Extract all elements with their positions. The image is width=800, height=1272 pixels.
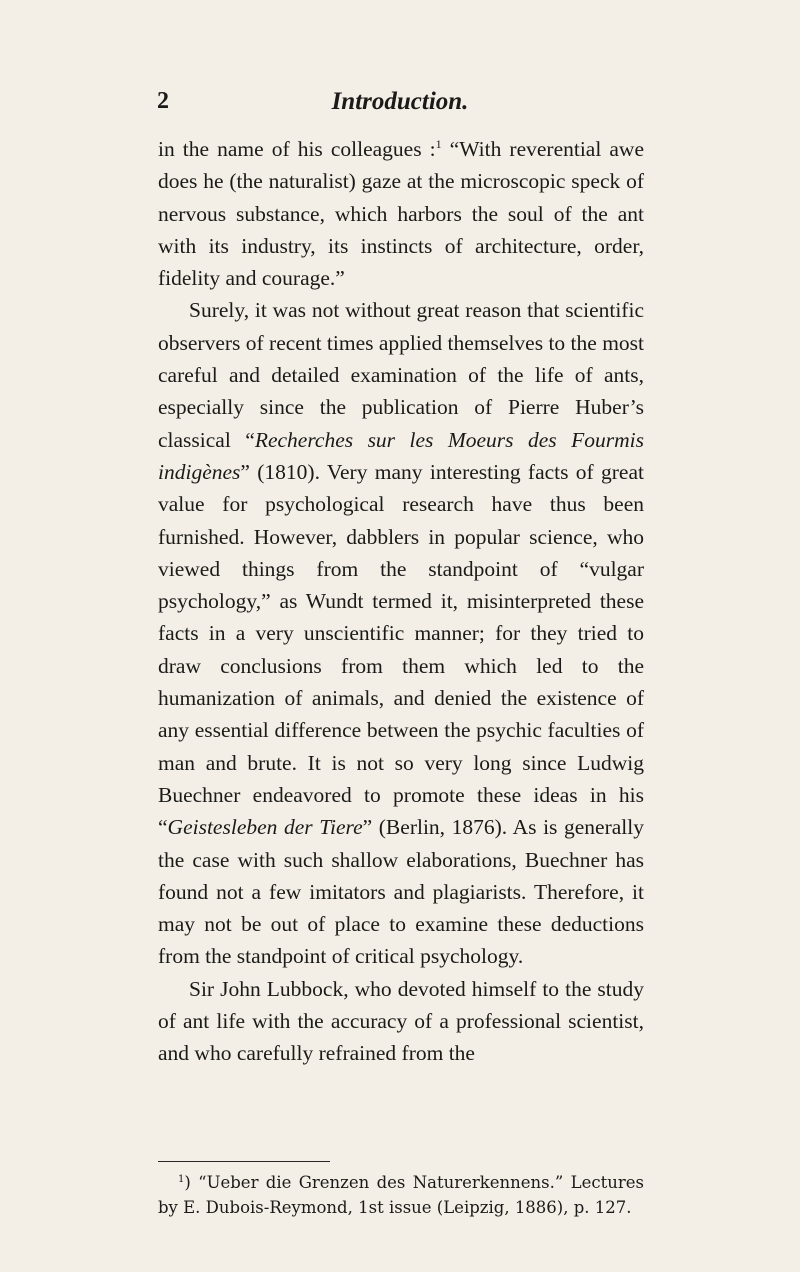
book-title-buechner: Geistesleben der Tiere: [167, 815, 363, 840]
body-text: [158, 133, 644, 1070]
running-head: Introduction.: [331, 88, 469, 115]
paragraph-1-text-a: in the name of his colleagues :: [158, 137, 436, 161]
footnote-reference: 1: [435, 137, 442, 151]
paragraph-2-text-b: ” (1810). Very many interesting facts of great value for psychological research have thus been furnished. However, dabblers in popular science, who viewed things from the standpoint of “vulgar psychology,” as Wundt termed it, misinterpreted these facts in a very unscientific manner; for they tried to draw conclusions from them which led to the humanization of animals, and denied the existence of any essential difference between the psychic faculties of man and brute. It is not so very long since Ludwig Buechner endeavored to promote these ideas in his “: [158, 459, 644, 840]
book-title-huber: Recherches sur les Moeurs des Fourmis indigènes: [158, 427, 644, 484]
paragraph-2-text-a: Surely, it was not without great reason that scientific observers of recent times applied themselves to the most careful and detailed examination of the life of ants, especially since the publication of Pierre Huber’s classical “: [158, 298, 645, 452]
footnote-text: ) “Ueber die Grenzen des Naturerkennens.” Lectures by E. Dubois-Reymond, 1st issue (Leipzig, 1886), p. 127.: [158, 1173, 644, 1217]
page-number: 2: [157, 88, 169, 114]
paragraph-2-text-c: ” (Berlin, 1876). As is generally the case with such shallow elaborations, Buechner has found not a few imitators and plagiarists. Therefore, it may not be out of place to examine these deductions from the standpoint of critical psychology.: [158, 815, 644, 969]
paragraph-2: [158, 294, 644, 972]
paragraph-1-text-b: “With reverential awe does he (the naturalist) gaze at the microscopic speck of nervous substance, which harbors the soul of the ant with its industry, its instincts of architecture, order, fidelity and courage.”: [158, 137, 644, 291]
footnote-divider: [158, 1161, 330, 1162]
footnote: [158, 1170, 644, 1220]
footnotes: [158, 1170, 644, 1220]
paragraph-1: [158, 133, 644, 294]
paragraph-3: Sir John Lubbock, who devoted himself to the study of ant life with the accuracy of a professional scientist, and who carefully refrained from the: [158, 976, 644, 1066]
footnote-marker: 1: [178, 1174, 185, 1185]
page-header: [0, 88, 800, 122]
